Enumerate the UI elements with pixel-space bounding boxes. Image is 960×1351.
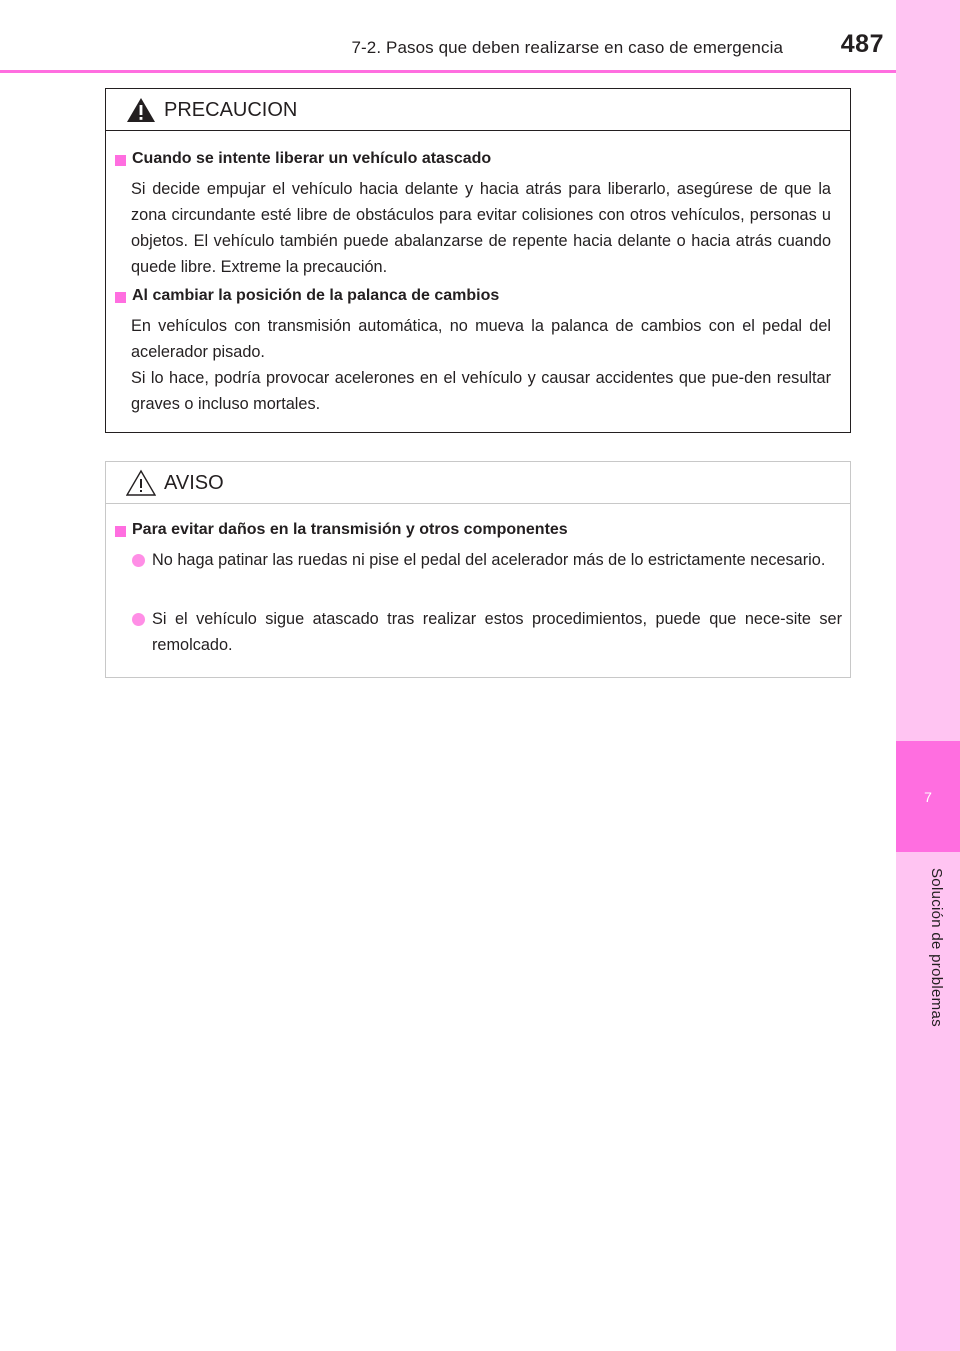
section-marker bbox=[115, 292, 126, 303]
page-header bbox=[0, 0, 896, 75]
section-header-title: 7-2. Pasos que deben realizarse en caso de emergencia bbox=[351, 38, 783, 57]
notice-header bbox=[106, 462, 850, 504]
bullet-dot bbox=[132, 613, 145, 626]
side-strip bbox=[896, 0, 960, 1351]
section-paragraph: En vehículos con transmisión automática, no mueva la palanca de cambios con el pedal del acelerador pisado. bbox=[131, 317, 831, 361]
page-number: 487 bbox=[840, 30, 884, 58]
section-heading: Para evitar daños en la transmisión y otros componentes bbox=[132, 521, 568, 538]
section-marker bbox=[115, 155, 126, 166]
warning-filled-icon bbox=[126, 96, 156, 124]
section-paragraph: Si lo hace, podría provocar acelerones en el vehículo y causar accidentes que pue-den resultar graves o incluso mortales. bbox=[131, 369, 831, 413]
warning-outline-icon bbox=[126, 469, 156, 497]
bullet-dot bbox=[132, 554, 145, 567]
bullet-text: No haga patinar las ruedas ni pise el pedal del acelerador más de lo estrictamente necesario. bbox=[152, 551, 826, 569]
header-divider bbox=[0, 70, 896, 73]
section-marker bbox=[115, 526, 126, 537]
caution-box bbox=[105, 88, 851, 433]
chapter-number: 7 bbox=[924, 788, 932, 805]
section-heading: Al cambiar la posición de la palanca de cambios bbox=[132, 287, 500, 304]
notice-title: AVISO bbox=[164, 472, 224, 494]
caution-header bbox=[106, 89, 850, 131]
section-paragraph: Si decide empujar el vehículo hacia delante y hacia atrás para liberarlo, asegúrese de que la zona circundante esté libre de obstáculos para evitar colisiones con otros vehículos, personas u objetos. El vehículo también puede abalanzarse de repente hacia delante o hacia atrás cuando quede libre. Extreme la precaución. bbox=[131, 180, 831, 276]
notice-box bbox=[105, 461, 851, 678]
caution-title: PRECAUCION bbox=[164, 99, 298, 121]
bullet-text: Si el vehículo sigue atascado tras realizar estos procedimientos, puede que nece-site ser remolcado. bbox=[152, 610, 842, 654]
section-heading: Cuando se intente liberar un vehículo atascado bbox=[132, 150, 492, 167]
chapter-label: Solución de problemas bbox=[928, 868, 945, 1027]
chapter-tab bbox=[896, 741, 960, 852]
